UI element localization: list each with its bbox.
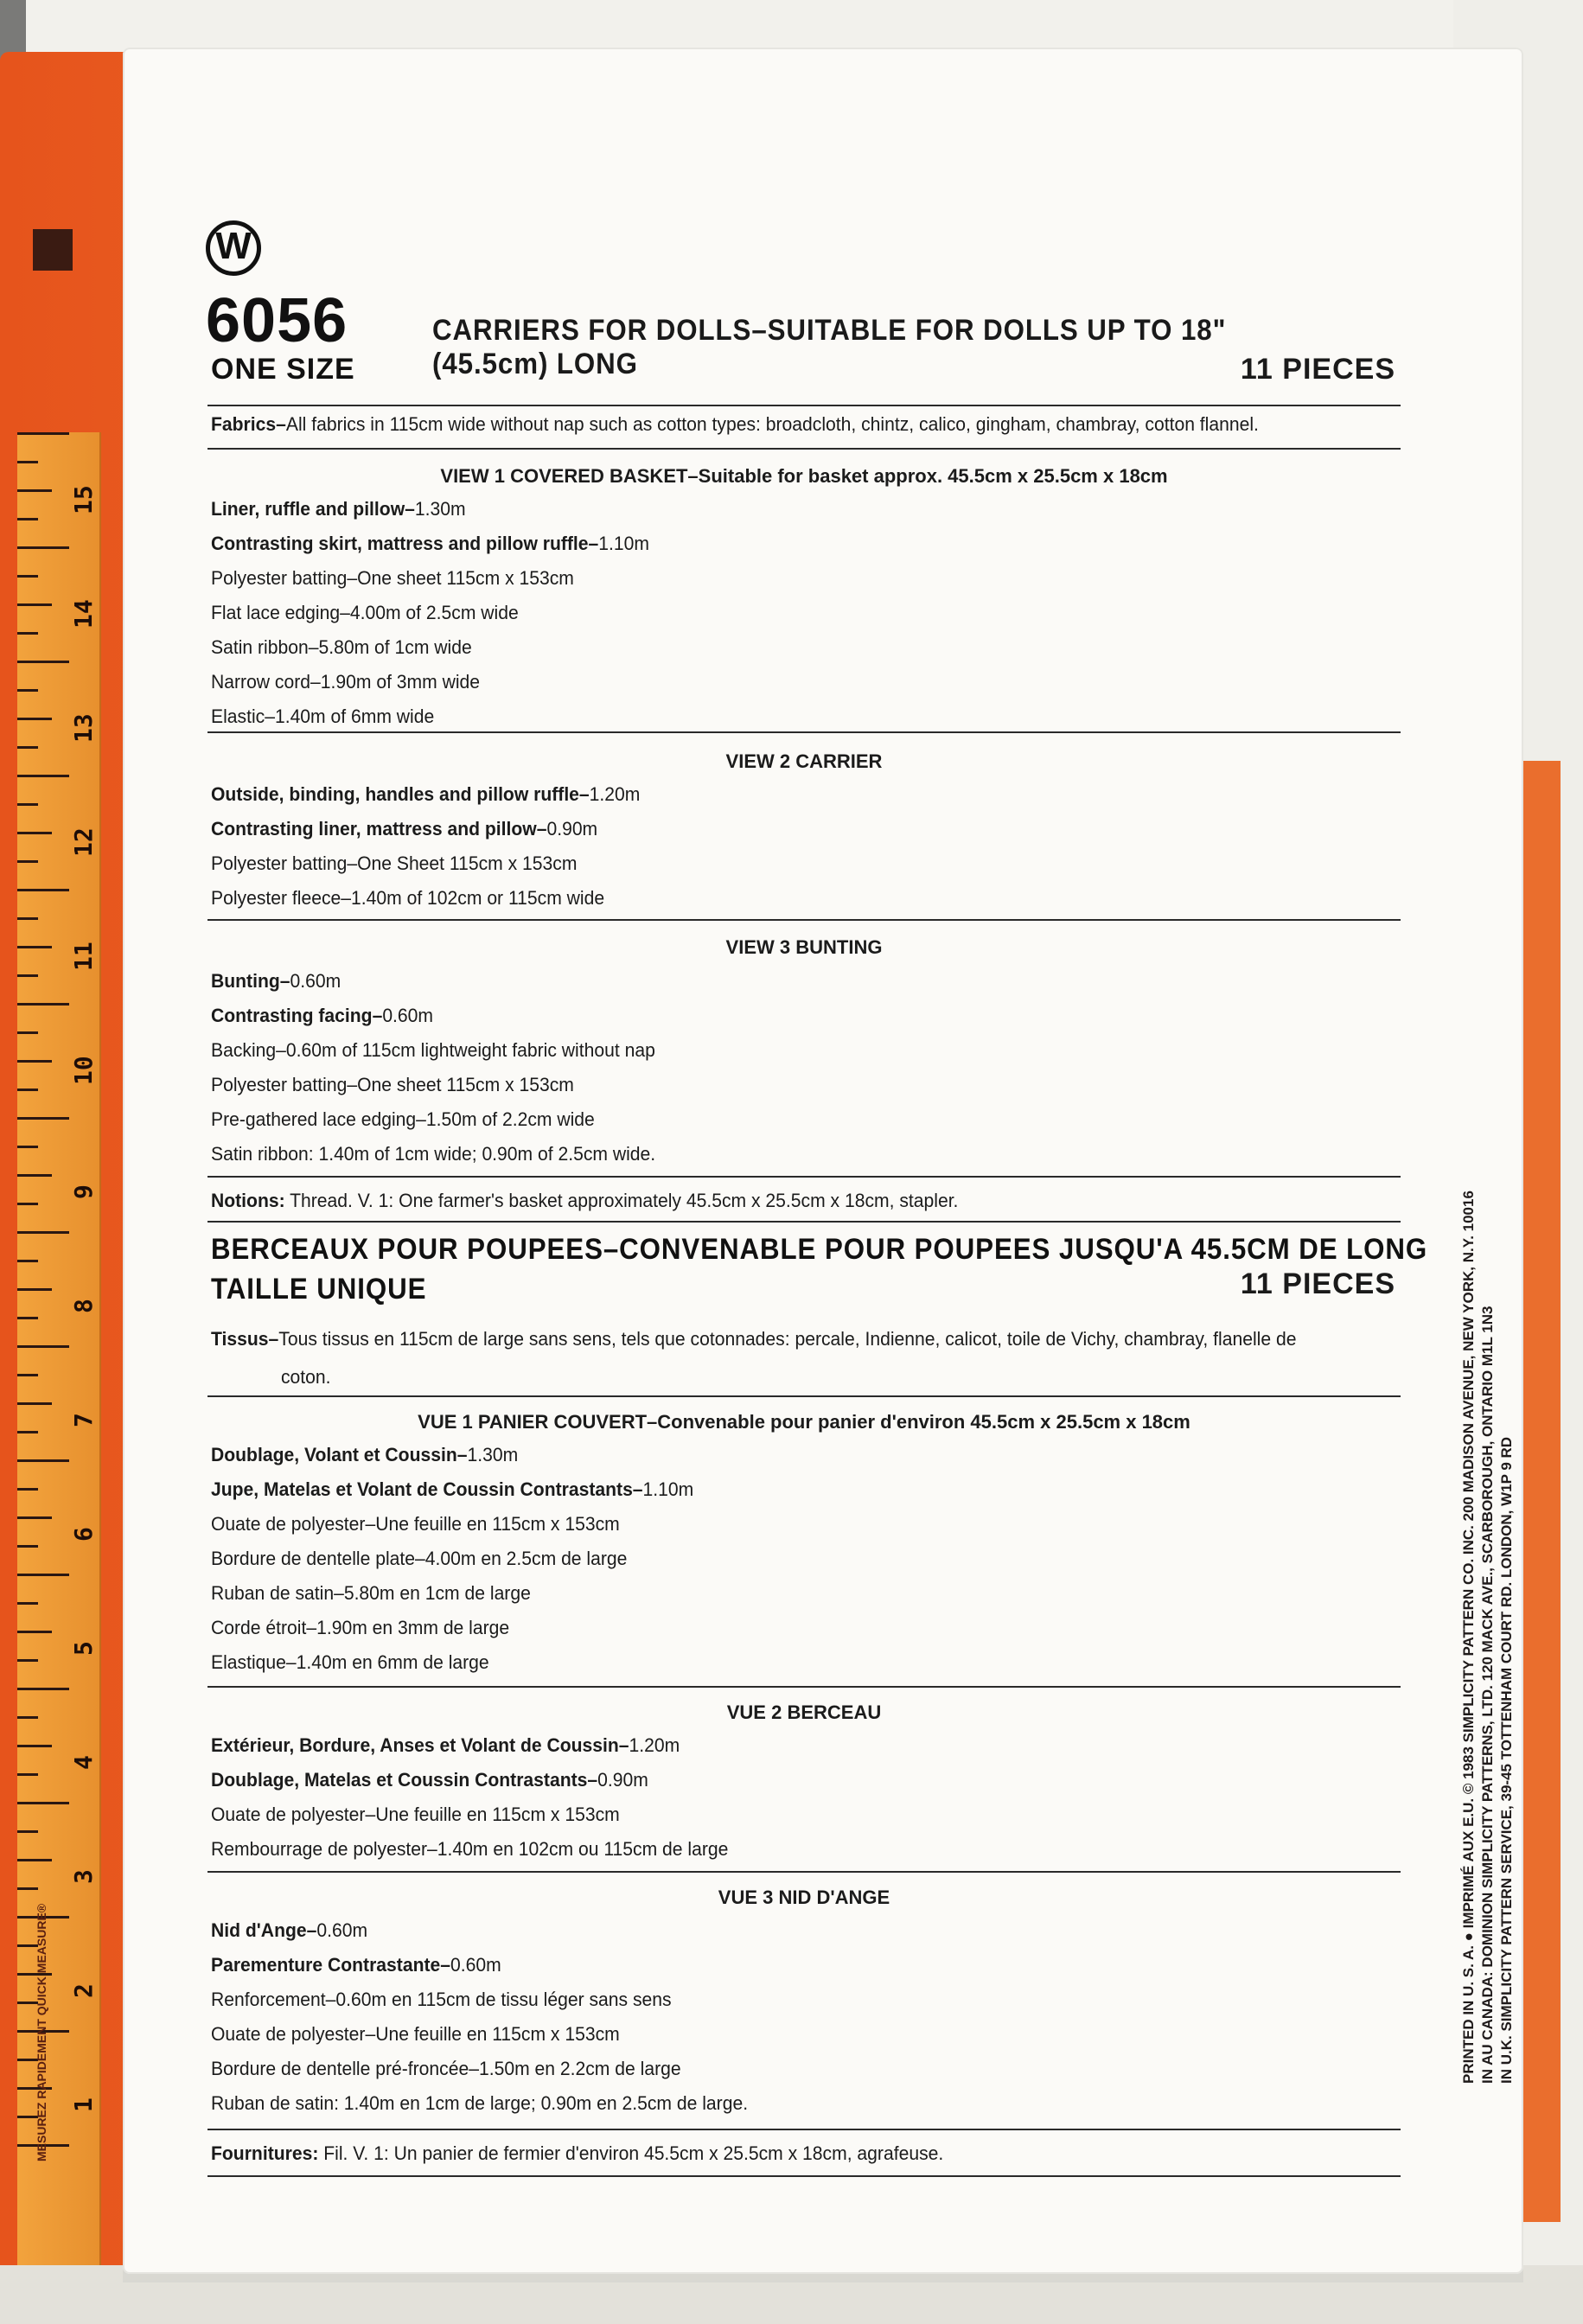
quick-measure-ruler bbox=[17, 432, 101, 2265]
ruler-tick bbox=[17, 917, 38, 920]
ruler-tick bbox=[17, 1574, 69, 1576]
ruler-tick bbox=[17, 518, 38, 520]
requirement-label: Extérieur, Bordure, Anses et Volant de Coussin– bbox=[211, 1734, 629, 1756]
requirement-label: Bunting– bbox=[211, 970, 290, 992]
ruler-tick bbox=[17, 1859, 52, 1861]
requirement-label: Parementure Contrastante– bbox=[211, 1954, 451, 1976]
ruler-tick bbox=[17, 1745, 52, 1747]
ruler-tick bbox=[17, 1688, 69, 1690]
requirement-item bbox=[211, 1005, 433, 1027]
tissus-line: Tissus–Tous tissus en 115cm de large sans sens, tels que cotonnades: percale, Indienne, calicot, toile de Vichy, chambray, flanelle de bbox=[211, 1328, 1297, 1350]
ruler-tick bbox=[17, 1260, 38, 1262]
ruler-tick bbox=[17, 1402, 52, 1405]
ruler-number: 13 bbox=[69, 713, 98, 744]
ruler-tick bbox=[17, 1031, 38, 1034]
vue2-heading: VUE 2 BERCEAU bbox=[726, 1702, 882, 1723]
divider-view1 bbox=[207, 731, 1401, 733]
ruler-tick bbox=[17, 718, 52, 720]
divider-vue1 bbox=[207, 1686, 1401, 1688]
divider-top bbox=[207, 405, 1401, 406]
divider-fabrics bbox=[207, 448, 1401, 450]
requirement-label: Nid d'Ange– bbox=[211, 1919, 317, 1941]
ruler-tick bbox=[17, 1631, 52, 1633]
requirement-item bbox=[211, 602, 519, 624]
ruler-tick bbox=[17, 1830, 38, 1833]
divider-bottom bbox=[207, 2175, 1401, 2177]
pieces-french: 11 PIECES bbox=[1240, 1267, 1395, 1300]
imprint-line: PRINTED IN U. S. A. ● IMPRIMÉ AUX E.U. © 1983 SIMPLICITY PATTERN CO. INC. 200 MADISON AVENUE, NEW YORK, N.Y. 10016 bbox=[1460, 1191, 1477, 2084]
requirement-label: Outside, binding, handles and pillow ruffle– bbox=[211, 783, 590, 805]
ruler-tick bbox=[17, 546, 69, 549]
vue1-heading: VUE 1 PANIER COUVERT–Convenable pour panier d'environ 45.5cm x 25.5cm x 18cm bbox=[418, 1411, 1190, 1433]
requirement-item bbox=[211, 1143, 655, 1165]
ruler-tick bbox=[17, 775, 69, 777]
requirement-item bbox=[211, 2092, 748, 2115]
view3-heading: VIEW 3 BUNTING bbox=[725, 936, 883, 958]
notions-line: Notions: Thread. V. 1: One farmer's basket approximately 45.5cm x 25.5cm x 18cm, stapler. bbox=[211, 1190, 959, 1211]
size-label: ONE SIZE bbox=[211, 353, 355, 386]
fabrics-line: Fabrics–All fabrics in 115cm wide without nap such as cotton types: broadcloth, chintz, calico, gingham, chambray, cotton flannel. bbox=[211, 413, 1259, 435]
ruler-number: 10 bbox=[69, 1056, 98, 1086]
ruler-tick bbox=[17, 1231, 69, 1234]
requirement-item bbox=[211, 1919, 367, 1942]
ruler-tick bbox=[17, 1773, 38, 1776]
requirement-item bbox=[211, 1734, 680, 1757]
ruler-tick bbox=[17, 1060, 52, 1063]
ruler-tick bbox=[17, 1345, 69, 1348]
ruler-number: 6 bbox=[69, 1527, 98, 1542]
requirement-value: Ruban de satin–5.80m en 1cm de large bbox=[211, 1582, 531, 1604]
requirement-item bbox=[211, 887, 604, 910]
divider-tissus bbox=[207, 1395, 1401, 1397]
requirement-value: 1.20m bbox=[589, 783, 641, 805]
view2-heading: VIEW 2 CARRIER bbox=[725, 750, 883, 772]
vue3-heading: VUE 3 NID D'ANGE bbox=[718, 1887, 890, 1908]
requirement-item bbox=[211, 1513, 620, 1536]
ruler-tick bbox=[17, 746, 38, 749]
ruler-dark-mark bbox=[33, 229, 73, 271]
requirement-value: Ruban de satin: 1.40m en 1cm de large; 0.90m en 2.5cm de large. bbox=[211, 2092, 749, 2114]
requirement-value: Satin ribbon–5.80m of 1cm wide bbox=[211, 636, 472, 658]
ruler-number: 4 bbox=[69, 1755, 98, 1771]
requirement-value: 1.30m bbox=[414, 498, 466, 520]
simplicity-w-logo: W bbox=[206, 220, 261, 276]
divider-notions bbox=[207, 1221, 1401, 1223]
ruler-tick bbox=[17, 1887, 38, 1890]
requirement-value: Renforcement–0.60m en 115cm de tissu léger sans sens bbox=[211, 1989, 672, 2010]
ruler-tick bbox=[17, 1488, 38, 1491]
requirement-item bbox=[211, 2058, 681, 2080]
ruler-tick bbox=[17, 1117, 69, 1120]
ruler-number: 7 bbox=[69, 1413, 98, 1428]
requirement-item bbox=[211, 1478, 693, 1501]
ruler-number: 9 bbox=[69, 1184, 98, 1200]
requirement-item bbox=[211, 671, 480, 693]
ruler-number: 3 bbox=[69, 1869, 98, 1885]
ruler-tick bbox=[17, 1716, 38, 1719]
ruler-tick bbox=[17, 860, 38, 863]
requirement-value: Rembourrage de polyester–1.40m en 102cm ou 115cm de large bbox=[211, 1838, 729, 1860]
requirement-value: Polyester batting–One Sheet 115cm x 153cm bbox=[211, 852, 578, 874]
requirement-value: 1.10m bbox=[598, 533, 650, 554]
pieces-english: 11 PIECES bbox=[1240, 353, 1395, 386]
requirement-value: Pre-gathered lace edging–1.50m of 2.2cm wide bbox=[211, 1108, 595, 1130]
requirement-item bbox=[211, 783, 640, 806]
requirement-value: 0.90m bbox=[546, 818, 598, 840]
ruler-tick bbox=[17, 603, 52, 606]
ruler-tick bbox=[17, 946, 52, 948]
size-french: TAILLE UNIQUE bbox=[211, 1273, 427, 1306]
ruler-tick bbox=[17, 575, 38, 578]
requirement-item bbox=[211, 1444, 518, 1466]
ruler-tick bbox=[17, 1545, 38, 1548]
ruler-tick bbox=[17, 1089, 38, 1091]
imprint-line: IN U.K. SIMPLICITY PATTERN SERVICE, 39-45 TOTTENHAM COURT RD. LONDON, W1P 9 RD bbox=[1498, 1436, 1515, 2084]
ruler-number: 12 bbox=[69, 827, 98, 858]
requirement-item bbox=[211, 2023, 620, 2046]
requirement-value: 1.20m bbox=[629, 1734, 680, 1756]
ruler-tick bbox=[17, 832, 52, 834]
requirement-value: Ouate de polyester–Une feuille en 115cm x 153cm bbox=[211, 1513, 620, 1535]
requirement-value: Elastique–1.40m en 6mm de large bbox=[211, 1651, 489, 1673]
ruler-tick bbox=[17, 461, 38, 463]
view1-heading: VIEW 1 COVERED BASKET–Suitable for basket approx. 45.5cm x 25.5cm x 18cm bbox=[440, 465, 1168, 487]
divider-view3 bbox=[207, 1176, 1401, 1178]
divider-vue2 bbox=[207, 1871, 1401, 1873]
ruler-tick bbox=[17, 1602, 38, 1605]
requirement-item bbox=[211, 1769, 648, 1791]
requirement-value: Polyester batting–One sheet 115cm x 153cm bbox=[211, 567, 574, 589]
requirement-item bbox=[211, 1989, 672, 2011]
title-french: BERCEAUX POUR POUPEES–CONVENABLE POUR POUPEES JUSQU'A 45.5CM DE LONG bbox=[211, 1233, 1428, 1266]
requirement-value: Ouate de polyester–Une feuille en 115cm x 153cm bbox=[211, 1804, 620, 1825]
ruler-caption: MESUREZ RAPIDEMENT QUICK MEASURE® bbox=[35, 1903, 48, 2161]
requirement-value: Bordure de dentelle pré-froncée–1.50m en 2.2cm de large bbox=[211, 2058, 681, 2079]
requirement-item bbox=[211, 1838, 728, 1861]
ruler-tick bbox=[17, 1516, 52, 1519]
requirement-item bbox=[211, 636, 472, 659]
requirement-value: Polyester batting–One sheet 115cm x 153cm bbox=[211, 1074, 574, 1095]
requirement-label: Doublage, Volant et Coussin– bbox=[211, 1444, 468, 1465]
requirement-value: Flat lace edging–4.00m of 2.5cm wide bbox=[211, 602, 519, 623]
requirement-item bbox=[211, 1074, 574, 1096]
pattern-number: 6056 bbox=[206, 286, 348, 355]
requirement-value: 0.90m bbox=[597, 1769, 648, 1791]
ruler-tick bbox=[17, 1003, 69, 1006]
tissus-line-2: coton. bbox=[281, 1366, 331, 1388]
requirement-item bbox=[211, 1582, 531, 1605]
ruler-tick bbox=[17, 1174, 52, 1177]
ruler-tick bbox=[17, 1288, 52, 1291]
ruler-tick bbox=[17, 1659, 38, 1662]
requirement-item bbox=[211, 533, 649, 555]
ruler-number: 1 bbox=[69, 2097, 98, 2113]
requirement-value: Satin ribbon: 1.40m of 1cm wide; 0.90m of 2.5cm wide. bbox=[211, 1143, 656, 1165]
requirement-value: Narrow cord–1.90m of 3mm wide bbox=[211, 671, 481, 693]
publisher-imprint bbox=[1459, 1046, 1516, 2084]
ruler-tick bbox=[17, 1459, 69, 1462]
ruler-number: 11 bbox=[69, 942, 98, 972]
requirement-value: 1.10m bbox=[642, 1478, 694, 1500]
ruler-tick bbox=[17, 803, 38, 806]
requirement-label: Liner, ruffle and pillow– bbox=[211, 498, 415, 520]
ruler-tick bbox=[17, 1317, 38, 1319]
ruler-tick bbox=[17, 1802, 69, 1804]
ruler-number: 2 bbox=[69, 1983, 98, 1999]
requirement-value: Bordure de dentelle plate–4.00m en 2.5cm de large bbox=[211, 1548, 628, 1569]
ruler-number: 8 bbox=[69, 1299, 98, 1314]
ruler-tick bbox=[17, 1203, 38, 1205]
ruler-tick bbox=[17, 432, 69, 435]
requirement-item bbox=[211, 1548, 627, 1570]
ruler-number: 15 bbox=[69, 485, 98, 515]
requirement-item bbox=[211, 1039, 655, 1062]
requirement-value: Corde étroit–1.90m en 3mm de large bbox=[211, 1617, 510, 1638]
ruler-tick bbox=[17, 889, 69, 891]
requirement-value: Backing–0.60m of 115cm lightweight fabric without nap bbox=[211, 1039, 655, 1061]
requirement-value: Polyester fleece–1.40m of 102cm or 115cm wide bbox=[211, 887, 605, 909]
ruler-tick bbox=[17, 689, 38, 692]
requirement-value: Ouate de polyester–Une feuille en 115cm x 153cm bbox=[211, 2023, 620, 2045]
divider-vue3 bbox=[207, 2129, 1401, 2130]
ruler-tick bbox=[17, 1374, 38, 1376]
requirement-value: 0.60m bbox=[316, 1919, 368, 1941]
ruler-tick bbox=[17, 1431, 38, 1433]
requirement-value: 0.60m bbox=[382, 1005, 434, 1026]
requirement-item bbox=[211, 498, 466, 520]
requirement-label: Doublage, Matelas et Coussin Contrastants– bbox=[211, 1769, 598, 1791]
requirement-item bbox=[211, 970, 341, 993]
requirement-label: Contrasting liner, mattress and pillow– bbox=[211, 818, 547, 840]
requirement-item bbox=[211, 1108, 595, 1131]
requirement-item bbox=[211, 818, 597, 840]
ruler-tick bbox=[17, 974, 38, 977]
ruler-number: 5 bbox=[69, 1641, 98, 1657]
requirement-item bbox=[211, 567, 574, 590]
requirement-item bbox=[211, 1617, 509, 1639]
requirement-item bbox=[211, 1651, 489, 1674]
requirement-item bbox=[211, 1804, 620, 1826]
ruler-tick bbox=[17, 632, 38, 635]
ruler-tick bbox=[17, 1146, 38, 1148]
requirement-value: Elastic–1.40m of 6mm wide bbox=[211, 706, 435, 727]
requirement-label: Jupe, Matelas et Volant de Coussin Contrastants– bbox=[211, 1478, 643, 1500]
ruler-number: 14 bbox=[69, 599, 98, 629]
imprint-line: IN AU CANADA: DOMINION SIMPLICITY PATTERNS, LTD. 120 MACK AVE., SCARBOROUGH, ONTARIO M1L 1N3 bbox=[1479, 1306, 1496, 2084]
divider-view2 bbox=[207, 919, 1401, 921]
fournitures-line: Fournitures: Fil. V. 1: Un panier de fermier d'environ 45.5cm x 25.5cm x 18cm, agrafeuse. bbox=[211, 2142, 944, 2164]
ruler-tick bbox=[17, 661, 69, 663]
requirement-value: 0.60m bbox=[290, 970, 341, 992]
requirement-label: Contrasting skirt, mattress and pillow ruffle– bbox=[211, 533, 599, 554]
ruler-tick bbox=[17, 489, 52, 492]
requirement-value: 0.60m bbox=[450, 1954, 501, 1976]
requirement-item bbox=[211, 852, 577, 875]
requirement-item bbox=[211, 1954, 501, 1976]
requirement-value: 1.30m bbox=[467, 1444, 519, 1465]
requirement-label: Contrasting facing– bbox=[211, 1005, 383, 1026]
title-english: CARRIERS FOR DOLLS–SUITABLE FOR DOLLS UP TO 18" (45.5cm) LONG bbox=[432, 314, 1227, 380]
requirement-item bbox=[211, 706, 434, 728]
